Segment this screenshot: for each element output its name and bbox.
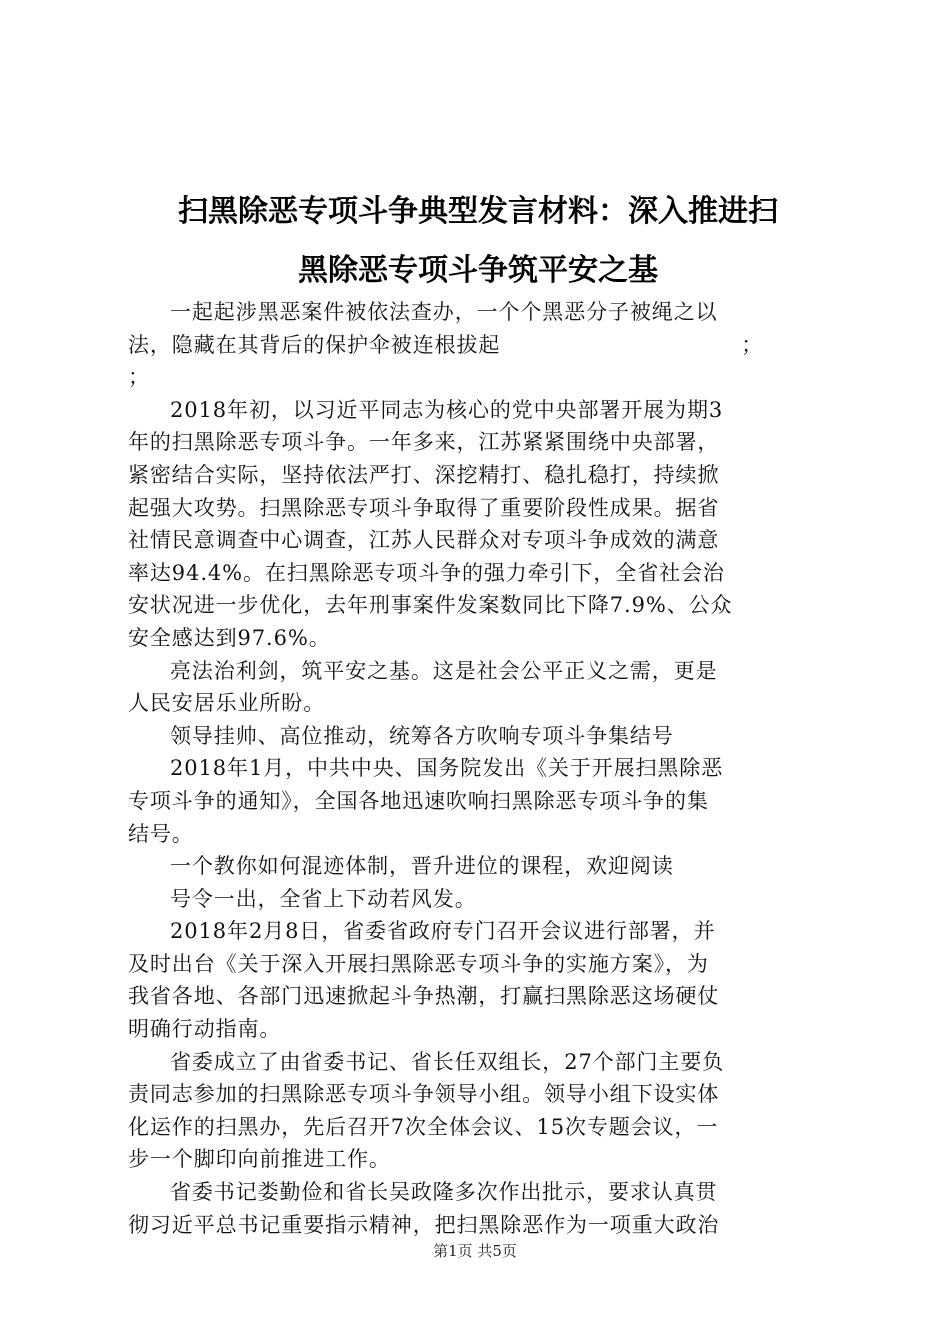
- paragraph-line: 紧密结合实际，坚持依法严打、深挖精打、稳扎稳打，持续掀: [128, 462, 720, 487]
- paragraph-line: 一起起涉黑恶案件被依法查办，一个个黑恶分子被绳之以: [170, 300, 718, 324]
- paragraph-line: 专项斗争的通知》，全国各地迅速吹响扫黑除恶专项斗争的集: [128, 788, 709, 813]
- paragraph-line: 率达94.4%。在扫黑除恶专项斗争的强力牵引下，全省社会治: [128, 560, 725, 585]
- document-body: [128, 296, 832, 1241]
- paragraph-line: 化运作的扫黑办，先后召开7次全体会议、15次专题会议，一: [128, 1114, 719, 1139]
- paragraph-line: 明确行动指南。: [128, 1017, 282, 1042]
- body-paragraph: [128, 394, 832, 655]
- paragraph-line: 省委成立了由省委书记、省长任双组长，27个部门主要负: [170, 1049, 725, 1074]
- paragraph-line: 2018年初，以习近平同志为核心的党中央部署开展为期3: [170, 397, 724, 422]
- body-paragraph: [128, 1176, 832, 1241]
- body-paragraph: [128, 752, 832, 850]
- body-paragraph: [128, 655, 832, 720]
- paragraph-line: 一个教你如何混迹体制，晋升进位的课程，欢迎阅读: [170, 854, 674, 879]
- paragraph-line: 省委书记娄勤俭和省长吴政隆多次作出批示，要求认真贯: [170, 1180, 718, 1205]
- paragraph-line: 步一个脚印向前推进工作。: [128, 1147, 391, 1172]
- paragraph-line: 年的扫黑除恶专项斗争。一年多来，江苏紧紧围绕中央部署，: [128, 430, 720, 455]
- paragraph-line: 亮法治利剑，筑平安之基。这是社会公平正义之需，更是: [170, 658, 718, 683]
- paragraph-line: 安状况进一步优化，去年刑事案件发案数同比下降7.9%、公众: [128, 593, 733, 618]
- paragraph-line: 安全感达到97.6%。: [128, 625, 331, 650]
- paragraph-line: 彻习近平总书记重要指示精神，把扫黑除恶作为一项重大政治: [128, 1212, 720, 1237]
- page-footer: 第1页 共5页: [433, 1242, 517, 1260]
- paragraph-line: 领导挂帅、高位推动，统筹各方吹响专项斗争集结号: [170, 723, 674, 748]
- body-paragraph: [128, 915, 832, 1045]
- paragraph-line: 号令一出，全省上下动若风发。: [170, 886, 477, 911]
- paragraph-line: 结号。: [128, 821, 194, 846]
- body-paragraph: [128, 883, 832, 916]
- document-title: [128, 182, 828, 300]
- title-line-1: 扫黑除恶专项斗争典型发言材料：深入推进扫: [178, 194, 778, 229]
- body-paragraph: [128, 720, 832, 753]
- paragraph-line: 人民安居乐业所盼。: [128, 691, 326, 716]
- paragraph-line: 社情民意调查中心调查，江苏人民群众对专项斗争成效的满意: [128, 528, 720, 553]
- title-line-2: 黑除恶专项斗争筑平安之基: [298, 253, 658, 288]
- paragraph-line: 法，隐藏在其背后的保护伞被连根拔起 ；: [128, 332, 764, 357]
- paragraph-line: 责同志参加的扫黑除恶专项斗争领导小组。领导小组下设实体: [128, 1082, 720, 1107]
- paragraph-line: 我省各地、各部门迅速掀起斗争热潮，打赢扫黑除恶这场硬仗: [128, 984, 720, 1009]
- paragraph-line: 及时出台《关于深入开展扫黑除恶专项斗争的实施方案》，为: [128, 951, 709, 976]
- paragraph-line: ；: [128, 365, 150, 390]
- paragraph-line: 2018年2月8日，省委省政府专门召开会议进行部署，并: [170, 919, 716, 944]
- paragraph-line: 起强大攻势。扫黑除恶专项斗争取得了重要阶段性成果。据省: [128, 495, 720, 520]
- body-paragraph: [128, 296, 832, 394]
- body-paragraph: [128, 850, 832, 883]
- body-paragraph: [128, 1046, 832, 1176]
- paragraph-line: 2018年1月，中共中央、国务院发出《关于开展扫黑除恶: [170, 756, 724, 781]
